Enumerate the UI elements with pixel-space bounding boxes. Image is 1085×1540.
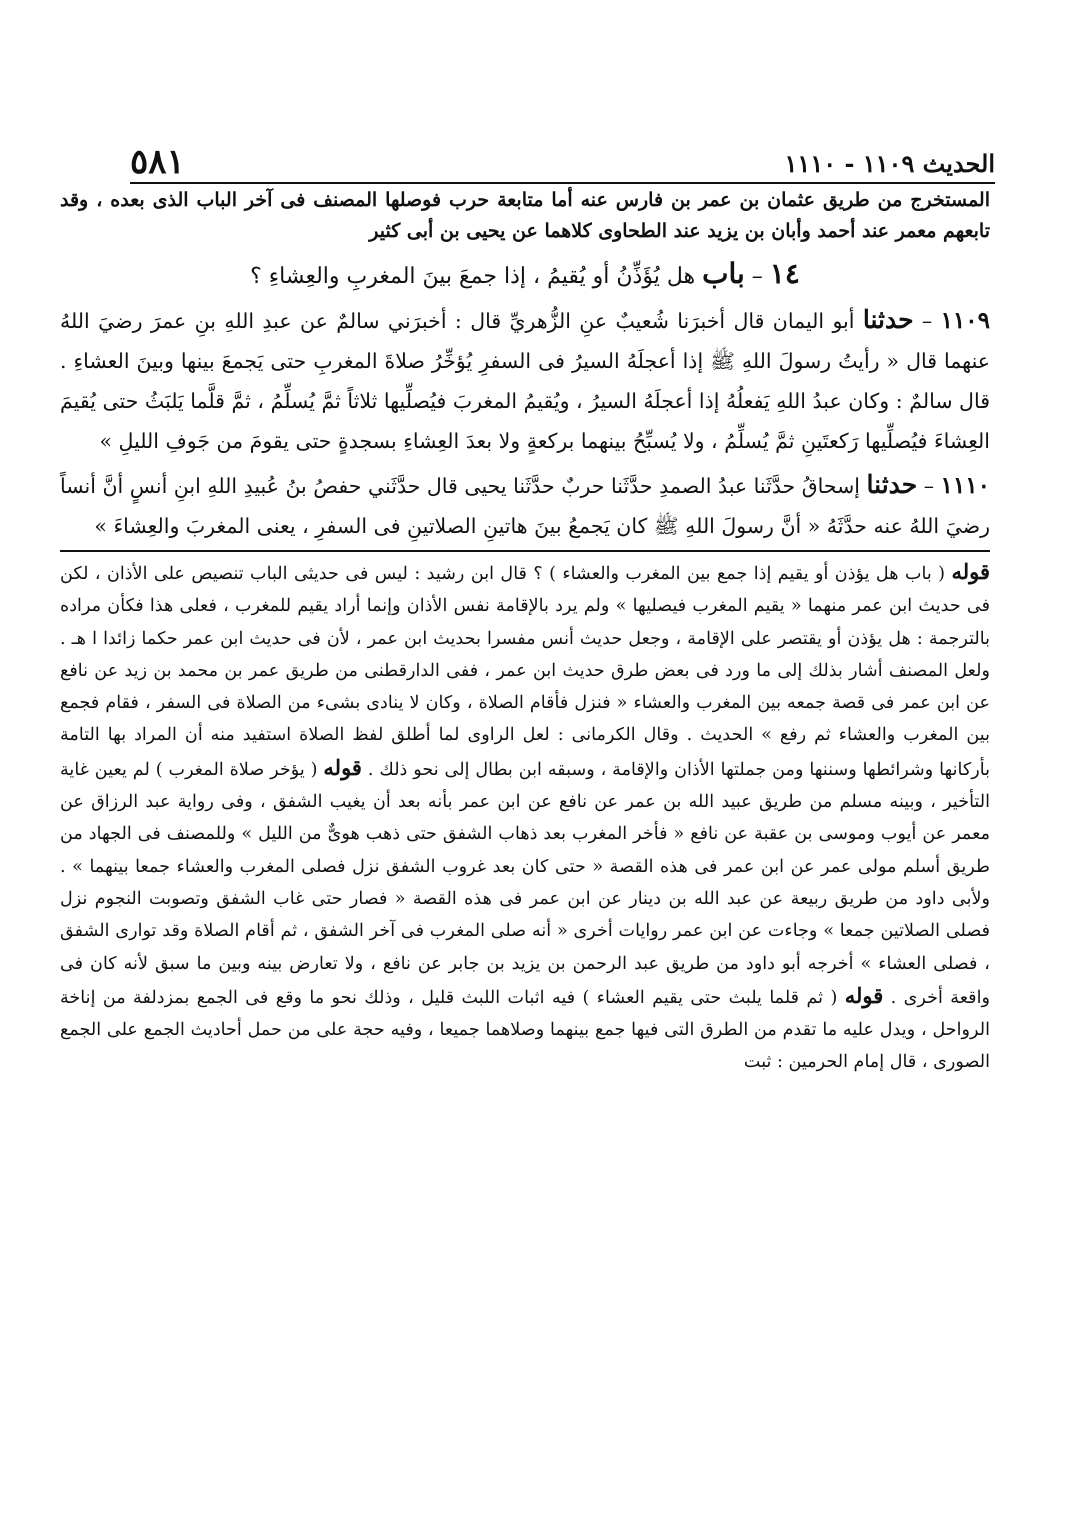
- page-body: [60, 185, 990, 1079]
- hadith-number: ١١١٠: [940, 472, 990, 499]
- carryover-note: المستخرج من طريق عثمان بن عمر بن فارس عنه أما متابعة حرب فوصلها المصنف فى آخر الباب الذى بعده ، وقد تابعهم معمر عند أحمد وأبان بن يزيد عند الطحاوى كلاهما عن يحيى بن أبى كثير: [60, 189, 990, 242]
- page-number: ٥٨١: [130, 142, 185, 182]
- hadith-keyword: حدثنا: [866, 470, 918, 499]
- commentary-keyword: قوله: [844, 982, 884, 1008]
- chapter-number: ١٤: [769, 257, 800, 290]
- chapter-word: باب: [702, 257, 745, 290]
- hadith-number: ١١٠٩: [940, 307, 990, 334]
- hadith-1109: [60, 300, 990, 461]
- commentary-text: ( ثم قلما يلبث حتى يقيم العشاء ) فيه اثبات اللبث قليل ، وذلك نحو ما وقع فى الجمع بمزدلفة من إناخة الرواحل ، ويدل عليه ما تقدم من الطرق التى فيها جمع بينهما وصلاهما جميعا ، وفيه حجة على من حمل أحاديث الجمع على الجمع الصورى ، قال إمام الحرمين : ثبت: [60, 987, 990, 1073]
- chapter-dash: –: [751, 264, 763, 289]
- hadith-text: إسحاقُ حدَّثَنا عبدُ الصمدِ حدَّثَنا حربٌ حدَّثَنا يحيى قال حدَّثَني حفصُ بنُ عُبيدِ اللهِ ابنِ أنسٍ أنَّ أنساً رضيَ اللهُ عنه حدَّثَهُ « أنَّ رسولَ اللهِ ﷺ كان يَجمعُ بينَ هاتينِ الصلاتينِ فى السفرِ ، يعنى المغربَ والعِشاءَ »: [60, 474, 990, 538]
- hadith-keyword: حدثنا: [862, 305, 914, 334]
- hadith-text: أبو اليمان قال أخبرَنا شُعيبٌ عنِ الزُّهريِّ قال : أخبرَني سالمٌ عن عبدِ اللهِ بنِ عمرَ رضيَ اللهُ عنهما قال « رأيتُ رسولَ اللهِ ﷺ إذا أعجلَهُ السيرُ فى السفرِ يُؤخِّرُ صلاةَ المغربِ حتى يَجمعَ بينها وبينَ العشاءِ . قال سالمٌ : وكان عبدُ اللهِ يَفعلُهُ إذا أعجلَهُ السيرُ ، ويُقيمُ المغربَ فيُصلِّيها ثلاثاً ثمَّ يُسلِّمُ ، ثمَّ قلَّما يَلبَثُ حتى يُقيمَ العِشاءَ فيُصلِّيها رَكعتَينِ ثمَّ يُسلِّمُ ، ولا يُسبِّحُ بينهما بركعةٍ ولا بعدَ العِشاءِ بسجدةٍ حتى يقومَ من جَوفِ الليلِ »: [60, 309, 990, 453]
- commentary-keyword: قوله: [323, 754, 362, 780]
- commentary-text: ( يؤخر صلاة المغرب ) لم يعين غاية التأخير ، وبينه مسلم من طريق عبيد الله بن عمر عن نافع عن ابن عمر بأنه بعد أن يغيب الشفق ، وفى رواية عبد الرزاق عن معمر عن أيوب وموسى بن عقبة عن نافع « فأخر المغرب بعد ذهاب الشفق حتى ذهب هوىٌّ من الليل » وللمصنف فى الجهاد من طريق أسلم مولى عمر عن ابن عمر فى هذه القصة « حتى كان بعد غروب الشفق نزل فصلى المغرب والعشاء جمعا بينهما » . ولأبى داود من طريق ربيعة عن عبد الله بن دينار عن ابن عمر فى هذه القصة « فصار حتى غاب الشفق وتصوبت النجوم نزل فصلى الصلاتين جمعا » وجاءت عن ابن عمر روايات أخرى « أنه صلى المغرب فى آخر الشفق ، ثم أقام الصلاة وقد توارى الشفق ، فصلى العشاء » أخرجه أبو داود من طريق عبد الرحمن بن يزيد بن جابر عن نافع ، ولا تعارض بينه وبين ما سبق لأنه كان فى واقعة أخرى .: [60, 759, 990, 1008]
- commentary-keyword: قوله: [951, 559, 990, 584]
- commentary-text: ( باب هل يؤذن أو يقيم إذا جمع بين المغرب والعشاء ) ؟ قال ابن رشيد : ليس فى حديثى الباب تنصيص على الأذان ، لكن فى حديث ابن عمر منهما « يقيم المغرب فيصليها » ولم يرد بالإقامة نفس الأذان وإنما أراد يقيم للمغرب ، فعلى هذا فكأن مراده بالترجمة : هل يؤذن أو يقتصر على الإقامة ، وجعل حديث أنس مفسرا بحديث ابن عمر ، لأن فى حديث ابن عمر حكما زائدا ا هـ . ولعل المصنف أشار بذلك إلى ما ورد فى بعض طرق حديث ابن عمر ، ففى الدارقطنى من طريق عمر بن محمد بن زيد عن نافع عن ابن عمر فى قصة جمعه بين المغرب والعشاء « فنزل فأقام الصلاة ، وكان لا ينادى بشىء من الصلاة فى السفر ، فقام فجمع بين المغرب والعشاء ثم رفع » الحديث . وقال الكرمانى : لعل الراوى لما أطلق لفظ الصلاة استفيد منه أن المراد بها التامة بأركانها وشرائطها وسننها ومن جملتها الأذان والإقامة ، وسبقه ابن بطال إلى نحو ذلك .: [60, 564, 990, 780]
- commentary: [60, 550, 990, 1079]
- hadith-dash: –: [923, 474, 935, 498]
- hadith-dash: –: [921, 309, 933, 333]
- hadith-1110: [60, 465, 990, 546]
- running-head: الحديث ١١٠٩ - ١١١٠: [784, 149, 995, 178]
- page-header: [130, 138, 995, 184]
- chapter-title: هل يُؤَذِّنُ أو يُقيمُ ، إذا جمعَ بينَ المغربِ والعِشاءِ ؟: [250, 264, 696, 289]
- chapter-heading: [60, 257, 990, 294]
